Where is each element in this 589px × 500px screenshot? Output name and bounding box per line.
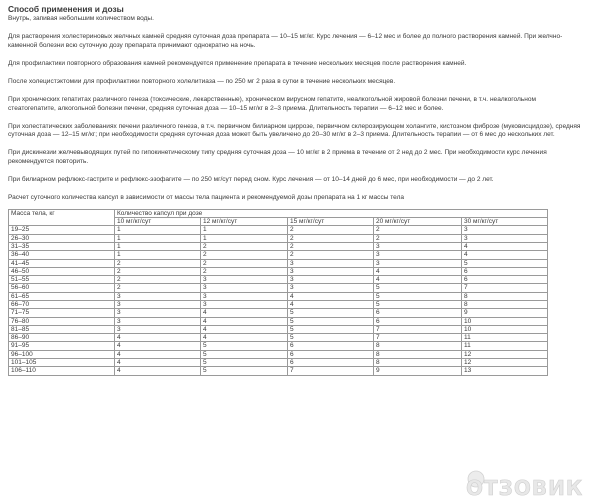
table-cell-capsules: 4 <box>115 334 201 342</box>
table-cell-mass: 96–100 <box>9 350 115 358</box>
table-cell-mass: 71–75 <box>9 309 115 317</box>
table-cell-mass: 61–65 <box>9 292 115 300</box>
table-cell-capsules: 4 <box>462 242 548 250</box>
table-cell-capsules: 2 <box>115 276 201 284</box>
table-cell-capsules: 3 <box>115 325 201 333</box>
table-cell-capsules: 2 <box>288 251 374 259</box>
column-group-header: Количество капсул при дозе <box>115 209 548 217</box>
table-cell-capsules: 7 <box>288 367 374 375</box>
table-cell-capsules: 12 <box>462 350 548 358</box>
table-cell-mass: 86–90 <box>9 334 115 342</box>
table-cell-capsules: 4 <box>201 309 288 317</box>
table-cell-capsules: 5 <box>201 350 288 358</box>
table-cell-mass: 66–70 <box>9 300 115 308</box>
table-cell-capsules: 11 <box>462 334 548 342</box>
table-cell-capsules: 2 <box>201 267 288 275</box>
dosage-paragraph-6: При дискинезии желчевыводящих путей по гипокинетическому типу средняя суточная доза — 10 мг/кг в 2 приема в течение от 2 нед до 2 мес. При необходимости курс лечения рекомендуется повторить. <box>8 149 547 165</box>
table-row <box>9 292 548 300</box>
table-cell-capsules: 10 <box>462 325 548 333</box>
table-row <box>9 334 548 342</box>
document-page <box>8 4 583 376</box>
table-cell-capsules: 3 <box>115 292 201 300</box>
intro-paragraph: Внутрь, запивая небольшим количеством воды. <box>8 15 154 22</box>
table-cell-capsules: 3 <box>201 300 288 308</box>
table-cell-capsules: 4 <box>288 300 374 308</box>
table-row <box>9 309 548 317</box>
table-cell-capsules: 2 <box>374 234 462 242</box>
dosage-paragraph-7: При билиарном рефлюкс-гастрите и рефлюкс-эзофагите — по 250 мг/сут перед сном. Курс лечения — от 10–14 дней до 6 мес, при необходимости — до 2 лет. <box>8 176 494 184</box>
table-cell-capsules: 6 <box>288 342 374 350</box>
table-cell-capsules: 5 <box>201 367 288 375</box>
column-header-dose: 12 мг/кг/сут <box>201 218 288 226</box>
table-cell-capsules: 2 <box>288 234 374 242</box>
table-cell-capsules: 3 <box>201 276 288 284</box>
table-cell-capsules: 3 <box>288 267 374 275</box>
capsule-dosage-table <box>8 209 548 376</box>
table-cell-capsules: 4 <box>201 325 288 333</box>
table-cell-capsules: 7 <box>374 334 462 342</box>
table-cell-capsules: 3 <box>374 259 462 267</box>
table-row <box>9 276 548 284</box>
table-row <box>9 242 548 250</box>
table-cell-capsules: 8 <box>462 292 548 300</box>
table-cell-capsules: 2 <box>115 284 201 292</box>
table-row <box>9 284 548 292</box>
table-cell-mass: 56–60 <box>9 284 115 292</box>
table-cell-capsules: 1 <box>115 251 201 259</box>
table-cell-capsules: 3 <box>115 309 201 317</box>
table-cell-mass: 41–45 <box>9 259 115 267</box>
dosage-paragraph-1: Для растворения холестериновых желчных камней средняя суточная доза препарата — 10–15 мг/кг. Курс лечения — 6–12 мес и более до полного растворения камней. При желчно-каменной болезни всю суточную дозу препарата принимают однократно на ночь. <box>8 33 563 49</box>
table-cell-capsules: 1 <box>201 234 288 242</box>
table-row <box>9 300 548 308</box>
table-cell-capsules: 2 <box>201 242 288 250</box>
table-cell-capsules: 3 <box>115 300 201 308</box>
table-cell-capsules: 6 <box>462 276 548 284</box>
table-row <box>9 359 548 367</box>
column-header-dose: 15 мг/кг/сут <box>288 218 374 226</box>
table-cell-capsules: 3 <box>288 276 374 284</box>
watermark-text: ОТЗОВИК <box>466 476 584 499</box>
table-cell-capsules: 3 <box>115 317 201 325</box>
table-cell-capsules: 5 <box>288 309 374 317</box>
table-cell-capsules: 11 <box>462 342 548 350</box>
table-cell-capsules: 5 <box>201 342 288 350</box>
table-cell-capsules: 2 <box>374 226 462 234</box>
table-row <box>9 350 548 358</box>
table-cell-capsules: 5 <box>462 259 548 267</box>
table-cell-mass: 106–110 <box>9 367 115 375</box>
dosage-paragraph-3: После холецистэктомии для профилактики повторного холелитиаза — по 250 мг 2 раза в сутки в течение нескольких месяцев. <box>8 77 396 85</box>
table-cell-capsules: 5 <box>288 325 374 333</box>
table-cell-capsules: 2 <box>201 251 288 259</box>
table-cell-capsules: 1 <box>201 226 288 234</box>
table-cell-mass: 51–55 <box>9 276 115 284</box>
table-cell-mass: 101–105 <box>9 359 115 367</box>
table-cell-mass: 19–25 <box>9 226 115 234</box>
table-cell-mass: 81–85 <box>9 325 115 333</box>
table-cell-capsules: 6 <box>462 267 548 275</box>
table-cell-capsules: 5 <box>201 359 288 367</box>
column-header-dose: 30 мг/кг/сут <box>462 218 548 226</box>
column-header-mass: Масса тела, кг <box>9 209 115 226</box>
table-row <box>9 317 548 325</box>
table-cell-capsules: 8 <box>374 359 462 367</box>
table-cell-capsules: 6 <box>374 309 462 317</box>
table-row <box>9 267 548 275</box>
table-cell-capsules: 3 <box>462 226 548 234</box>
table-cell-mass: 36–40 <box>9 251 115 259</box>
table-caption: Расчет суточного количества капсул в зависимости от массы тела пациента и рекомендуемой дозы препарата на 1 кг массы тела <box>8 194 405 202</box>
table-cell-capsules: 4 <box>115 367 201 375</box>
table-cell-capsules: 4 <box>201 317 288 325</box>
table-cell-capsules: 5 <box>374 300 462 308</box>
table-cell-capsules: 3 <box>462 234 548 242</box>
table-cell-capsules: 1 <box>115 226 201 234</box>
table-row <box>9 342 548 350</box>
column-header-dose: 10 мг/кг/сут <box>115 218 201 226</box>
table-cell-capsules: 2 <box>115 267 201 275</box>
table-cell-capsules: 5 <box>374 284 462 292</box>
table-cell-mass: 46–50 <box>9 267 115 275</box>
table-cell-capsules: 4 <box>115 350 201 358</box>
table-cell-capsules: 5 <box>288 317 374 325</box>
table-cell-capsules: 3 <box>288 284 374 292</box>
table-cell-capsules: 1 <box>115 234 201 242</box>
table-cell-capsules: 4 <box>374 267 462 275</box>
dosage-paragraph-5: При холестатических заболеваниях печени различного генеза, в т.ч. первичном билиарном циррозе, первичном склерозирующем холангите, кистозном фиброзе (муковисцидозе), средняя суточная доза — 12–15 мг/кг; при необходимости средняя суточная доза может быть увеличено до 20–30 мг/кг в 2–3 приема. Длительность терапии — от 6 мес до нескольких лет. <box>8 122 581 139</box>
table-cell-capsules: 4 <box>288 292 374 300</box>
table-cell-capsules: 4 <box>115 359 201 367</box>
table-header-row <box>9 209 548 217</box>
table-cell-capsules: 3 <box>374 251 462 259</box>
table-cell-capsules: 6 <box>288 359 374 367</box>
dosage-paragraph-2: Для профилактики повторного образования камней рекомендуется применение препарата в течение нескольких месяцев после растворения камней. <box>8 59 467 67</box>
table-cell-capsules: 12 <box>462 359 548 367</box>
table-row <box>9 251 548 259</box>
table-cell-capsules: 3 <box>288 259 374 267</box>
column-header-dose: 20 мг/кг/сут <box>374 218 462 226</box>
table-row <box>9 259 548 267</box>
table-cell-capsules: 2 <box>288 242 374 250</box>
table-cell-mass: 91–95 <box>9 342 115 350</box>
table-body <box>9 226 548 375</box>
table-cell-capsules: 2 <box>201 259 288 267</box>
table-row <box>9 226 548 234</box>
table-cell-capsules: 4 <box>201 334 288 342</box>
table-cell-capsules: 3 <box>201 284 288 292</box>
table-row <box>9 367 548 375</box>
table-cell-capsules: 8 <box>374 350 462 358</box>
table-cell-capsules: 7 <box>462 284 548 292</box>
dosage-paragraph-4: При хронических гепатитах различного генеза (токсические, лекарственные), хроническом вирусном гепатите, неалкогольной жировой болезни печени, в т.ч. неалкогольном стеатогепатите, алкогольной болезни печени, средняя суточная доза — 10–15 мг/кг в 2–3 приема. Длительность терапии — 6–12 мес и более. <box>8 95 536 112</box>
table-cell-mass: 26–30 <box>9 234 115 242</box>
table-cell-capsules: 1 <box>115 242 201 250</box>
table-cell-capsules: 2 <box>288 226 374 234</box>
table-cell-capsules: 8 <box>374 342 462 350</box>
table-row <box>9 234 548 242</box>
table-cell-capsules: 9 <box>462 309 548 317</box>
otzovik-watermark <box>462 465 586 499</box>
table-cell-capsules: 3 <box>201 292 288 300</box>
table-cell-capsules: 8 <box>462 300 548 308</box>
table-cell-capsules: 5 <box>374 292 462 300</box>
table-cell-capsules: 2 <box>115 259 201 267</box>
table-cell-capsules: 4 <box>374 276 462 284</box>
table-cell-capsules: 7 <box>374 325 462 333</box>
table-cell-capsules: 13 <box>462 367 548 375</box>
table-cell-capsules: 5 <box>288 334 374 342</box>
table-cell-capsules: 9 <box>374 367 462 375</box>
table-cell-capsules: 6 <box>288 350 374 358</box>
table-cell-mass: 31–35 <box>9 242 115 250</box>
table-cell-mass: 76–80 <box>9 317 115 325</box>
table-cell-capsules: 3 <box>374 242 462 250</box>
table-cell-capsules: 4 <box>462 251 548 259</box>
table-cell-capsules: 10 <box>462 317 548 325</box>
table-cell-capsules: 6 <box>374 317 462 325</box>
table-cell-capsules: 4 <box>115 342 201 350</box>
table-row <box>9 325 548 333</box>
section-heading: Способ применения и дозы <box>8 4 124 14</box>
